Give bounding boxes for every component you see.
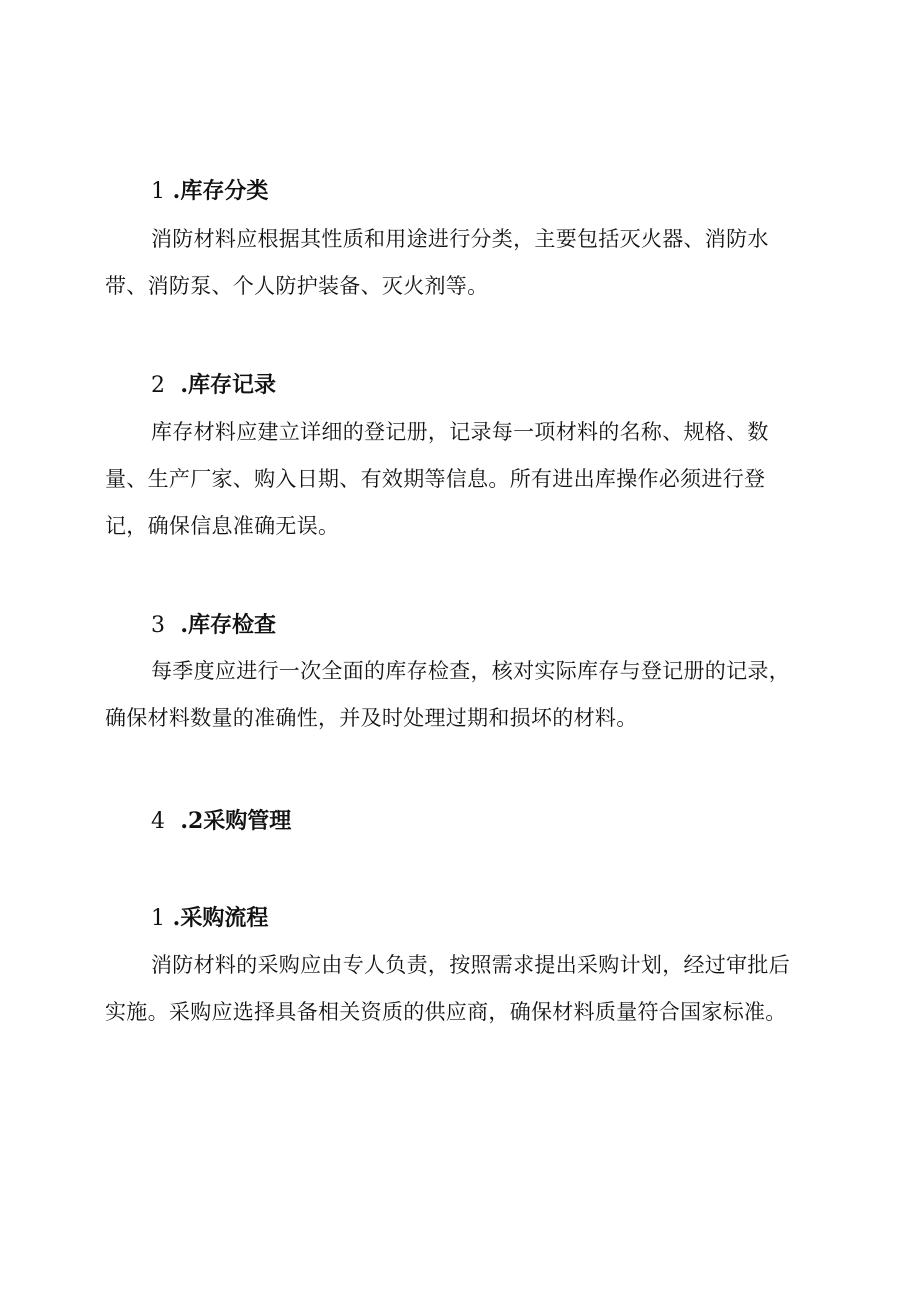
section-title: .库存记录 [180, 372, 276, 398]
section-number: 2 [151, 373, 165, 398]
section-number: 3 [151, 613, 165, 638]
section-number: 1 [151, 906, 165, 931]
section-title: .采购流程 [172, 905, 269, 931]
section-title: .2采购管理 [180, 808, 292, 834]
section-heading-inventory-classification [151, 176, 268, 207]
section-heading-procurement-process [151, 903, 268, 934]
section-title: .库存检查 [180, 612, 276, 638]
section-number: 4 [151, 809, 165, 834]
section-paragraph: 库存材料应建立详细的登记册，记录每一项材料的名称、规格、数量、生产厂家、购入日期、有效期等信息。所有进出库操作必须进行登记，确保信息准确无误。 [105, 420, 769, 538]
section-paragraph: 消防材料的采购应由专人负责，按照需求提出采购计划，经过审批后实施。采购应选择具备相关资质的供应商，确保材料质量符合国家标准。 [105, 953, 790, 1024]
section-title: .库存分类 [172, 178, 269, 204]
section-paragraph: 消防材料应根据其性质和用途进行分类，主要包括灭火器、消防水带、消防泵、个人防护装备、灭火剂等。 [105, 227, 769, 298]
section-number: 1 [151, 179, 165, 204]
section-heading-inventory-check [151, 610, 276, 641]
section-paragraph: 每季度应进行一次全面的库存检查，核对实际库存与登记册的记录，确保材料数量的准确性，并及时处理过期和损坏的材料。 [105, 659, 790, 730]
section-heading-procurement-management [151, 806, 291, 837]
section-heading-inventory-records [151, 370, 276, 401]
